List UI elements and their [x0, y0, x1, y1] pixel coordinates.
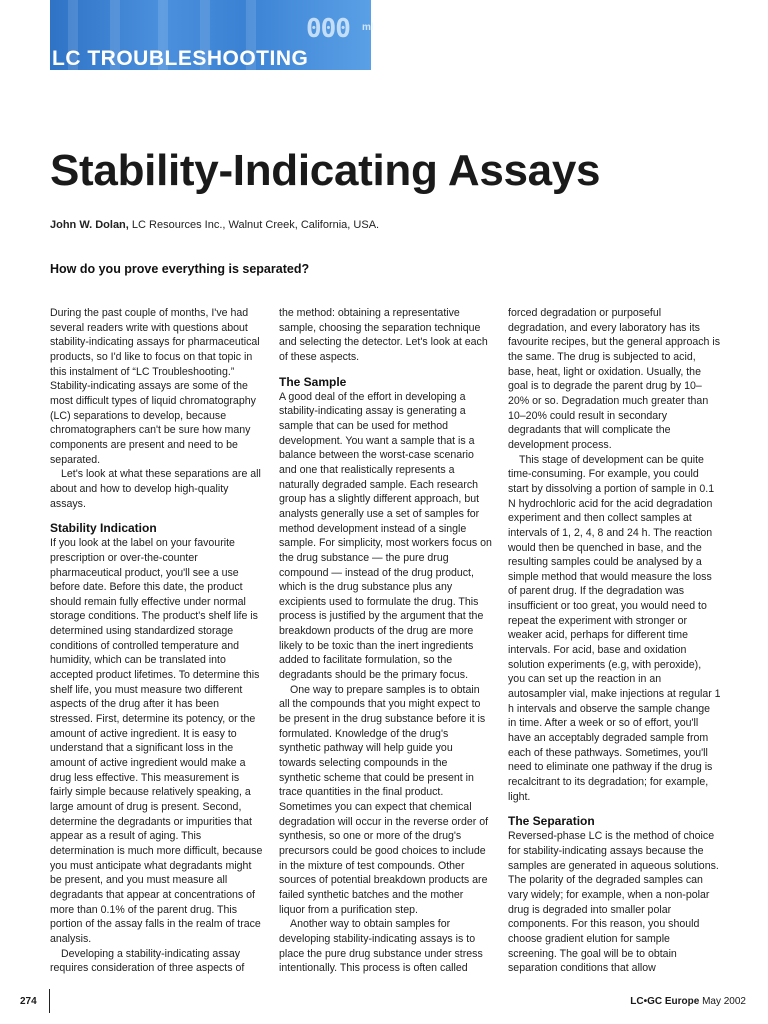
- banner-meter-unit: ml: [362, 22, 374, 33]
- section-banner: [50, 0, 374, 70]
- section-heading: The Separation: [508, 814, 595, 829]
- paragraph: the method: obtaining a representative sample, choosing the separation technique and selecting the detector. Let's look at each of these aspects.: [279, 307, 488, 363]
- paragraph: This stage of development can be quite time-consuming. For example, you could start by dissolving a portion of sample in 0.1 N hydrochloric acid for the acid degradation experiment and then collect samples at intervals of 1, 2, 4, 8 and 24 h. The reaction would then be quenched in base, and the resulting samples could be analysed by a simple method that would measure the loss of parent drug. If the degradation was insufficient or too great, you would need to repeat the experiment with stronger or weaker acid, perhaps for different time intervals. For acid, base and oxidation solution experiments (e.g, with peroxide), you can set up the reaction in an autosampler vial, make injections at regular 1 h intervals and observe the sample change in time. After a week or so of effort, you'll have an acceptably degraded sample from each of these pathways. Sometimes, you'll need to eliminate one pathway if the drug is recalcitrant to its degradation; for example, light.: [508, 453, 721, 803]
- paragraph: forced degradation or purposeful degradation, and every laboratory has its favourite recipes, but the general approach is the same. The drug is subjected to acid, base, heat, light or oxidation. Usually, the goal is to degrade the parent drug by 10–20% or so. Degradation much greater than 10–20% could result in secondary degradants that will complicate the development process.: [508, 307, 721, 451]
- paragraph: Developing a stability-indicating assay requires consideration of three aspects of: [50, 947, 245, 975]
- byline: [50, 219, 379, 231]
- paragraph: During the past couple of months, I've had several readers write with questions about stability-indicating assays for pharmaceutical products, so I'd like to focus on that topic in this instalment of “LC Troubleshooting.” Stability-indicating assays are some of the most difficult types of liquid chromatography (LC) separations to develop, because chromatographers can't be sure how many components are present and need to be separated.: [50, 307, 260, 466]
- column-3: [508, 306, 721, 976]
- author-affiliation: LC Resources Inc., Walnut Creek, California, USA.: [131, 219, 380, 231]
- standfirst: How do you prove everything is separated?: [50, 262, 310, 276]
- paragraph: Reversed-phase LC is the method of choice for stability-indicating assays because the samples are generated in aqueous solutions. The polarity of the degraded samples can vary widely; for example, when a non-polar drug is degraded into smaller polar components. For this reason, you should choose gradient elution for sample screening. The goal will be to obtain separation conditions that allow: [508, 830, 719, 975]
- banner-meter-reading: 000: [306, 14, 350, 44]
- column-2: [279, 306, 492, 976]
- paragraph: A good deal of the effort in developing a stability-indicating assay is generating a sample that can be used for method development. You want a sample that is a balance between the worst-case scenario and one that realistically represents a naturally degraded sample. Each research group has a slightly different approach, but analysts generally use a set of samples for method development instead of a single sample. For simplicity, most workers focus on the drug substance — the pure drug compound — instead of the drug product, which is the drug substance plus any excipients used to formulate the drug. This process is justified by the argument that the breakdown products of the drug are more likely to be toxic than the inert ingredients added to facilitate formulation, so the degradants should be the primary focus.: [279, 390, 492, 682]
- journal-issue: May 2002: [702, 996, 746, 1007]
- footer-divider: [49, 989, 50, 1013]
- paragraph: Let's look at what these separations are all about and how to develop high-quality assays.: [50, 468, 261, 510]
- column-1: [50, 306, 263, 976]
- author-name: John W. Dolan,: [50, 219, 129, 231]
- page-number: 274: [20, 996, 37, 1007]
- paragraph: One way to prepare samples is to obtain all the compounds that you might expect to be present in the drug substance before it is formulated. Knowledge of the drug's synthetic pathway will help guide you towards selecting compounds in the synthetic scheme that could be present in trace quantities in the final product. Sometimes you can expect that chemical degradation will occur in the reverse order of synthesis, so one or more of the drug's precursors could be good choices to include in the mixture of test compounds. Other sources of potential breakdown products are failed synthetic batches and the mother liquor from a purification step.: [279, 683, 489, 916]
- journal-citation: [630, 996, 746, 1007]
- article-title: Stability-Indicating Assays: [50, 146, 601, 195]
- journal-name: LC•GC Europe: [630, 996, 700, 1007]
- section-heading: The Sample: [279, 374, 347, 389]
- paragraph: If you look at the label on your favourite prescription or over-the-counter pharmaceutical product, you'll see a use before date. Before this date, the product should remain fully effective under normal storage conditions. The product's shelf life is determined using standardized storage conditions of controlled temperature and humidity, which can be translated into accepted product lifetimes. To determine this shelf life, you must measure two different aspects of the drug after it has been stressed. First, determine its potency, or the amount of active ingredient. It is easy to understand that a significant loss in the amount of active ingredient would make a drug less effective. This measurement is fairly simple because relatively speaking, a large amount of drug is present. Second, determine the degradants or impurities that appear as a result of aging. This determination is much more difficult, because you must anticipate what degradants might be present, and you must measure all degradants that appear at concentrations of more than 0.1% of the parent drug. This portion of the assay falls in the realm of trace analysis.: [50, 537, 263, 945]
- section-heading: Stability Indication: [50, 521, 157, 536]
- section-label: LC TROUBLESHOOTING: [52, 47, 309, 70]
- paragraph: Another way to obtain samples for developing stability-indicating assays is to place the pure drug substance under stress intentionally. This process is often called: [279, 918, 483, 975]
